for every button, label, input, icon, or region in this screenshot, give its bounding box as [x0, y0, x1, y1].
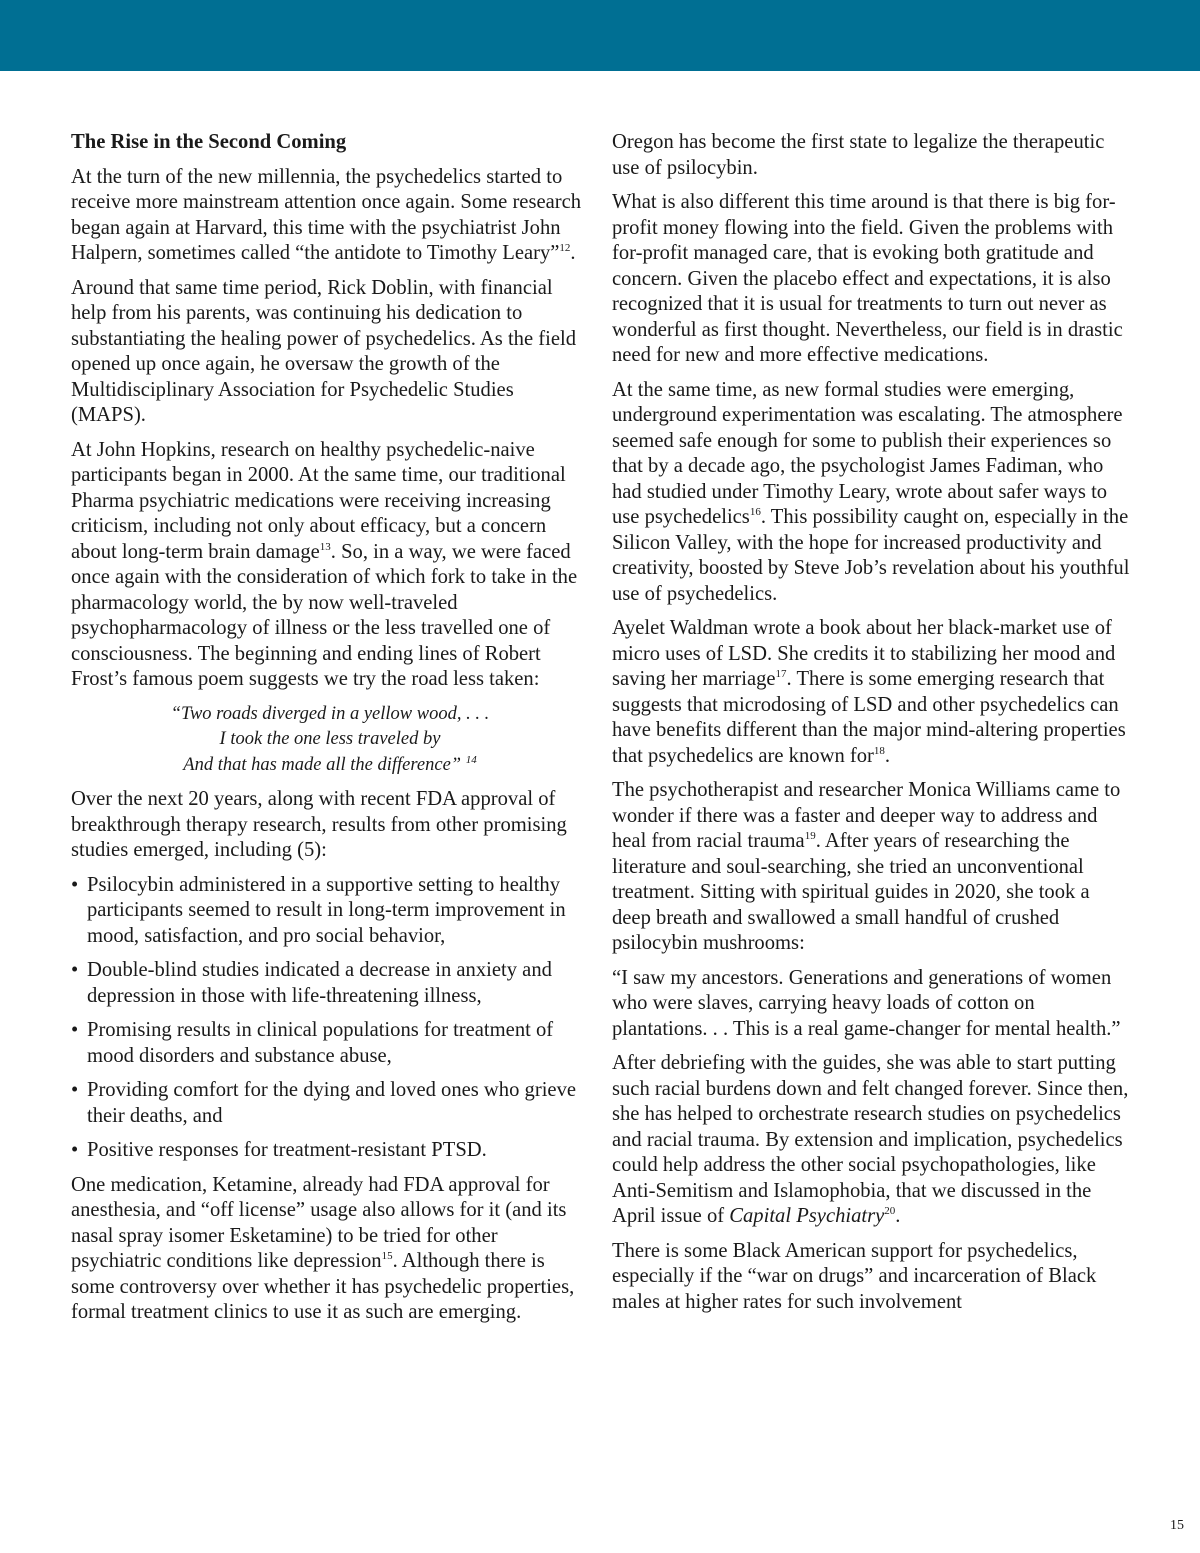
- footnote-ref: 13: [319, 540, 331, 553]
- left-column: [71, 130, 589, 1335]
- poem-line: And that has made all the difference” $^{14}$: [183, 753, 477, 775]
- section-heading: The Rise in the Second Coming: [71, 131, 347, 153]
- bullet-icon: •: [71, 1019, 79, 1041]
- bullet-list: [71, 873, 589, 1164]
- poem-line: “Two roads diverged in a yellow wood, . . .: [170, 703, 490, 724]
- footnote-ref: 19: [804, 830, 816, 843]
- footnote-ref: 17: [775, 668, 787, 681]
- paragraph: Ayelet Waldman wrote a book about her black-market use of micro uses of LSD. She credits it to stabilizing her mood and saving her marriage$^{17}$. There is some emerging research that suggests that microdosing of LSD and other psychedelics can have benefits different than the major mind-altering properties that psychedelics are known for$^{18}$.: [612, 617, 1126, 767]
- bullet-icon: •: [71, 959, 79, 981]
- paragraph: The psychotherapist and researcher Monica Williams came to wonder if there was a faster and deeper way to address and heal from racial trauma$^{19}$. After years of researching the literature and soul-searching, she tried an unconventional treatment. Sitting with spiritual guides in 2020, she took a deep breath and swallowed a small handful of crushed psilocybin mushrooms:: [612, 779, 1121, 954]
- list-item: • Promising results in clinical populations for treatment of mood disorders and substance abuse,: [71, 1019, 554, 1067]
- bullet-icon: •: [71, 1079, 79, 1101]
- paragraph: One medication, Ketamine, already had FDA approval for anesthesia, and “off license” usage also allows for it (and its nasal spray isomer Esketamine) to be tried for other psychiatric conditions like depression$^{15}$. Although there is some controversy over whether it has psychedelic properties, formal treatment clinics to use it as such are emerging.: [71, 1173, 575, 1323]
- paragraph: At John Hopkins, research on healthy psychedelic-naive participants began in 2000. At the same time, our traditional Pharma psychiatric medications were receiving increasing criticism, including not only about efficacy, but a concern about long-term brain damage$^{13}$. So, in a way, we were faced once again with the consideration of which fork to take in the pharmacology world, the by now well-traveled psychopharmacology of illness or the less travelled one of consciousness. The beginning and ending lines of Robert Frost’s famous poem suggests we try the road less taken:: [71, 438, 578, 690]
- list-item: • Psilocybin administered in a supportive setting to healthy participants seemed to result in long-term improvement in mood, satisfaction, and pro social behavior,: [71, 873, 566, 947]
- publication-title: Capital Psychiatry: [729, 1205, 885, 1227]
- paragraph: At the same time, as new formal studies were emerging, underground experimentation was escalating. The atmosphere seemed safe enough for some to publish their experiences so that by a decade ago, the psychologist James Fadiman, who had studied under Timothy Leary, wrote about safer ways to use psychedelics$^{16}$. This possibility caught on, especially in the Silicon Valley, with the hope for increased productivity and creativity, boosted by Steve Job’s revelation about his youthful use of psychedelics.: [612, 378, 1130, 605]
- list-item: • Providing comfort for the dying and loved ones who grieve their deaths, and: [71, 1079, 577, 1127]
- bullet-icon: •: [71, 1139, 79, 1161]
- quote-paragraph: “I saw my ancestors. Generations and generations of women who were slaves, carrying heavy loads of cotton on plantations. . . This is a real game-changer for mental health.”: [612, 966, 1121, 1040]
- list-item: • Double-blind studies indicated a decrease in anxiety and depression in those with life-threatening illness,: [71, 959, 552, 1007]
- footnote-ref: 12: [559, 242, 571, 255]
- header-bar: [0, 0, 1200, 71]
- paragraph: What is also different this time around is that there is big for-profit money flowing into the field. Given the problems with for-profit managed care, that is evoking both gratitude and concern. Given the placebo effect and expectations, it is also recognized that it is usual for treatments to turn out never as wonderful as first thought. Nevertheless, our field is in drastic need for new and more effective medications.: [612, 191, 1123, 366]
- right-column: [612, 130, 1130, 1324]
- paragraph: After debriefing with the guides, she was able to start putting such racial burdens down and felt changed forever. Since then, she has helped to orchestrate research studies on psychedelics and racial trauma. By extension and implication, psychedelics could help address the other social psychopathologies, like Anti-Semitism and Islamophobia, that we discussed in the April issue of Capital Psychiatry$^{20}$.: [612, 1052, 1129, 1227]
- paragraph: Over the next 20 years, along with recent FDA approval of breakthrough therapy research, results from other promising studies emerged, including (5):: [71, 788, 567, 861]
- list-item: • Positive responses for treatment-resistant PTSD.: [71, 1138, 589, 1164]
- paragraph: There is some Black American support for psychedelics, especially if the “war on drugs” and incarceration of Black males at higher rates for such involvement: [612, 1239, 1097, 1313]
- paragraph: Oregon has become the first state to legalize the therapeutic use of psilocybin.: [612, 131, 1105, 179]
- paragraph: Around that same time period, Rick Doblin, with financial help from his parents, was continuing his dedication to substantiating the healing power of psychedelics. As the field opened up once again, he oversaw the growth of the Multidisciplinary Association for Psychedelic Studies (MAPS).: [71, 276, 576, 426]
- bullet-icon: •: [71, 873, 79, 896]
- paragraph: At the turn of the new millennia, the psychedelics started to receive more mainstream attention once again. Some research began again at Harvard, this time with the psychiatrist John Halpern, sometimes called “the antidote to Timothy Leary”$^{12}$.: [71, 165, 582, 264]
- footnote-ref: 15: [381, 1250, 393, 1263]
- footnote-ref: 16: [749, 506, 761, 519]
- footnote-ref: 18: [873, 744, 885, 757]
- poem-line: I took the one less traveled by: [219, 729, 441, 749]
- poem-quote: [71, 702, 589, 779]
- page-number: 15: [1170, 1518, 1184, 1533]
- footnote-ref: 14: [465, 753, 477, 766]
- footnote-ref: 20: [884, 1205, 896, 1218]
